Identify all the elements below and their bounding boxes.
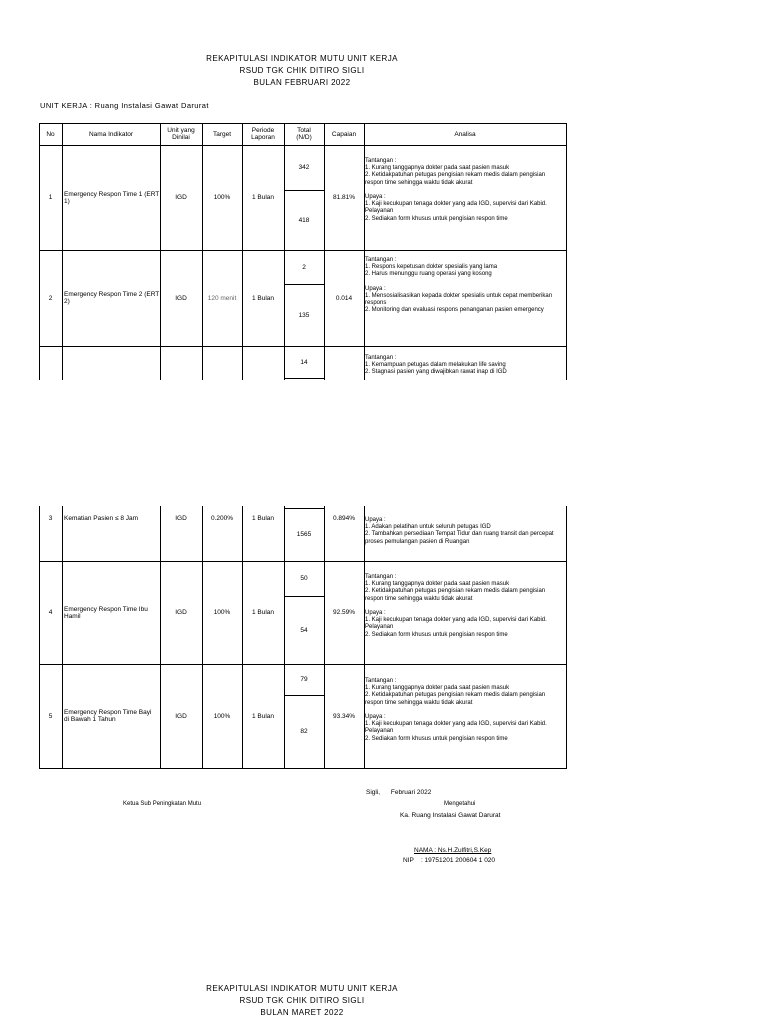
- col-header-period: Periode Laporan: [251, 127, 275, 141]
- row5-unit: IGD: [175, 712, 187, 720]
- signatory-nip: NIP : 19751201 200604 1 020: [403, 857, 496, 864]
- row2-unit: IGD: [175, 294, 187, 302]
- row2-analysis: Tantangan : 1. Respons kepetusan dokter spesialis yang lama 2. Harus menunggu ruang operasi yang kosong Upaya : 1. Mensosialisasikan kepada dokter spesialis untuk cepat memberikan respons 2. Monitoring dan evaluasi respons penanganan pasien emergency: [365, 257, 553, 314]
- report-title-next: REKAPITULASI INDIKATOR MUTU UNIT KERJA: [206, 984, 398, 993]
- report-month: BULAN FEBRUARI 2022: [253, 78, 351, 87]
- row1-no: 1: [48, 194, 53, 201]
- row3-target: 0.200%: [210, 514, 234, 522]
- row4-period: 1 Bulan: [251, 609, 275, 616]
- col-header-analysis: Analisa: [454, 130, 476, 138]
- row1-numerator: 342: [298, 164, 310, 171]
- row1-analysis: Tantangan : 1. Kurang tanggapnya dokter pada saat pasien masuk 2. Ketidakpatuhan petugas pengisian rekam medis dalam pengisian respon time sehingga waktu tidak akurat Upaya : 1. Kaji kecukupan tenaga dokter yang ada IGD, supervisi dari Kabid. Pelayanan 2. Sediakan form khusus untuk pengisian respon time: [365, 158, 547, 222]
- row1-indicator: Emergency Respon Time 1 (ERT 1): [64, 190, 160, 205]
- left-signatory-title: Ketua Sub Peningkatan Mutu: [123, 801, 202, 807]
- row1-capaian: 81.81%: [332, 194, 356, 201]
- row3-analysis-bottom: Upaya : 1. Adakan pelatihan untuk seluruh petugas IGD 2. Tambahkan persediaan Tempat Tidur dan ruang transit dan percepat proses pemulangan pasien di Ruangan: [365, 517, 554, 545]
- row4-target: 100%: [213, 609, 231, 616]
- row5-target: 100%: [213, 712, 231, 720]
- row5-analysis: Tantangan : 1. Kurang tanggapnya dokter pada saat pasien masuk 2. Ketidakpatuhan petugas pengisian rekam medis dalam pengisian respon time sehingga waktu tidak akurat Upaya : 1. Kaji kecukupan tenaga dokter yang ada IGD, supervisi dari Kabid. Pelayanan 2. Sediakan form khusus untuk pengisian respon time: [365, 678, 547, 742]
- row3-no: 3: [48, 514, 53, 522]
- row4-numerator: 50: [300, 575, 308, 582]
- row3-capaian: 0.894%: [332, 514, 356, 522]
- row1-unit: IGD: [175, 194, 187, 201]
- row2-denominator: 135: [298, 311, 310, 319]
- place-date: Sigli, Februari 2022: [366, 789, 432, 796]
- row1-period: 1 Bulan: [251, 194, 275, 201]
- col-header-capaian: Capaian: [331, 130, 357, 138]
- row4-analysis: Tantangan : 1. Kurang tanggapnya dokter pada saat pasien masuk 2. Ketidakpatuhan petugas pengisian rekam medis dalam pengisian respon time sehingga waktu tidak akurat Upaya : 1. Kaji kecukupan tenaga dokter yang ada IGD, supervisi dari Kabid. Pelayanan 2. Sediakan form khusus untuk pengisian respon time: [365, 574, 547, 638]
- row3-analysis-top: Tantangan : 1. Kemampuan petugas dalam melakukan life saving 2. Stagnasi pasien yang diwajibkan rawat inap di IGD: [365, 355, 507, 376]
- row5-numerator: 79: [300, 676, 308, 683]
- row2-capaian: 0.014: [335, 294, 353, 302]
- row3-numerator: 14: [300, 358, 308, 366]
- row5-capaian: 93.34%: [332, 712, 356, 720]
- row2-no: 2: [48, 294, 53, 302]
- report-month-next: BULAN MARET 2022: [260, 1008, 344, 1017]
- hospital-name-next: RSUD TGK CHIK DITIRO SIGLI: [239, 996, 365, 1005]
- row5-no: 5: [48, 712, 53, 720]
- row3-unit: IGD: [175, 514, 187, 522]
- row3-denominator: 1565: [296, 531, 312, 538]
- hospital-name: RSUD TGK CHIK DITIRO SIGLI: [239, 66, 365, 75]
- row4-no: 4: [48, 609, 53, 616]
- col-header-unit: Unit yang Dinilai: [167, 127, 195, 141]
- row3-period: 1 Bulan: [251, 514, 275, 522]
- col-header-total: Total (N/D): [296, 127, 312, 141]
- row1-target: 100%: [213, 194, 231, 201]
- row5-indicator: Emergency Respon Time Bayi di Bawah 1 Tahun: [64, 709, 152, 723]
- col-header-indicator: Nama Indikator: [88, 130, 134, 138]
- row4-indicator: Emergency Respon Time Ibu Hamil: [64, 605, 148, 620]
- row4-capaian: 92.59%: [332, 609, 356, 616]
- row4-unit: IGD: [175, 609, 187, 616]
- col-header-no: No: [46, 130, 55, 138]
- row2-indicator: Emergency Respon Time 2 (ERT 2): [64, 291, 160, 305]
- right-signatory-title: Ka. Ruang Instalasi Gawat Darurat: [400, 812, 501, 819]
- col-header-target: Target: [212, 130, 232, 138]
- row4-denominator: 54: [300, 626, 308, 634]
- mengetahui-label: Mengetahui: [444, 801, 476, 807]
- report-title: REKAPITULASI INDIKATOR MUTU UNIT KERJA: [206, 54, 398, 63]
- row2-target: 120 menit: [207, 294, 237, 302]
- work-unit-label: UNIT KERJA : Ruang Instalasi Gawat Darurat: [40, 101, 209, 110]
- row5-period: 1 Bulan: [251, 712, 275, 720]
- signatory-name: NAMA : Ns.H.Zulfitri,S.Kep: [414, 847, 492, 854]
- row3-indicator: Kematian Pasien ≤ 8 Jam: [64, 514, 139, 522]
- row2-numerator: 2: [302, 263, 306, 271]
- row2-period: 1 Bulan: [251, 294, 275, 302]
- row5-denominator: 82: [300, 728, 308, 735]
- row1-denominator: 418: [298, 216, 310, 224]
